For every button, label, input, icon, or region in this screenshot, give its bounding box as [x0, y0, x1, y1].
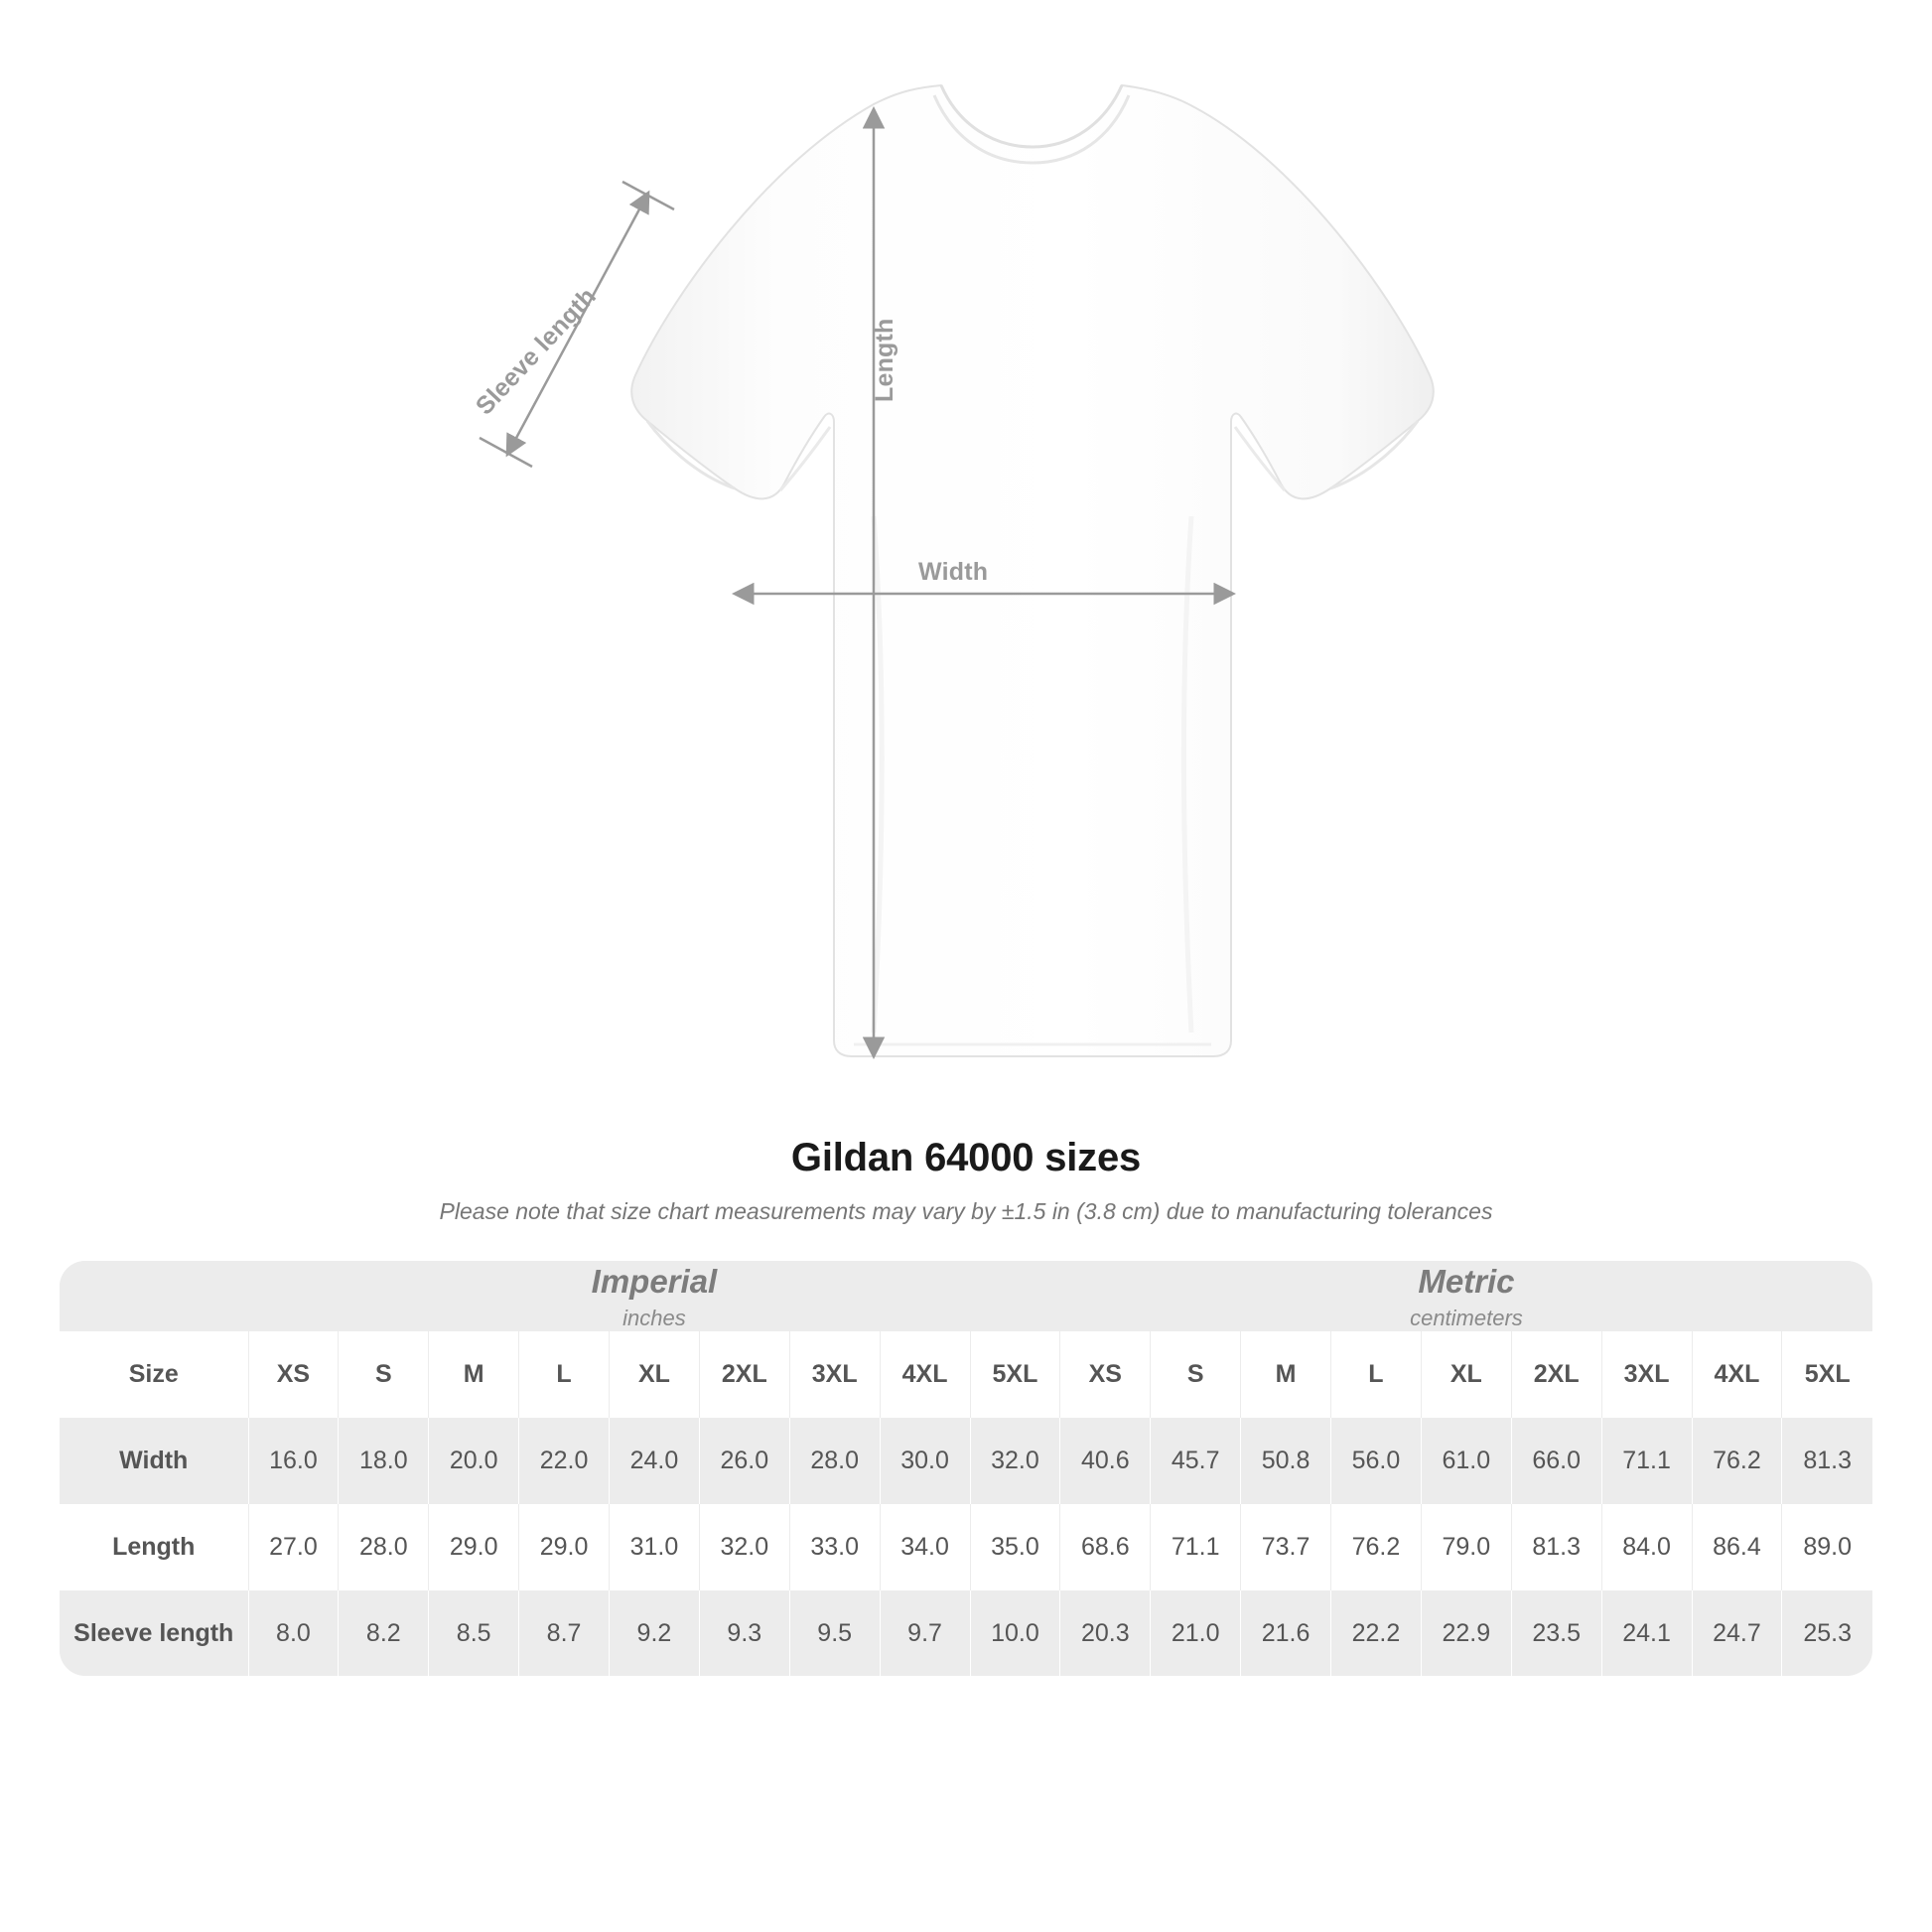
- sleeve-length-label: Sleeve length: [470, 282, 602, 421]
- cell-width-imperial-5xl: 32.0: [970, 1418, 1060, 1504]
- cell-length-metric-s: 71.1: [1151, 1504, 1241, 1590]
- cell-sleeve-imperial-m: 8.5: [429, 1590, 519, 1677]
- size-table: [60, 1261, 1872, 1676]
- cell-width-imperial-s: 18.0: [339, 1418, 429, 1504]
- cell-sleeve-imperial-4xl: 9.7: [880, 1590, 970, 1677]
- size-header-imperial-4xl: 4XL: [880, 1331, 970, 1418]
- cell-width-metric-s: 45.7: [1151, 1418, 1241, 1504]
- cell-width-metric-4xl: 76.2: [1692, 1418, 1782, 1504]
- size-header-row: [60, 1331, 1872, 1418]
- cell-length-imperial-l: 29.0: [519, 1504, 610, 1590]
- cell-length-imperial-xs: 27.0: [248, 1504, 339, 1590]
- cell-length-imperial-s: 28.0: [339, 1504, 429, 1590]
- size-header-metric-5xl: 5XL: [1782, 1331, 1872, 1418]
- size-header-metric-2xl: 2XL: [1511, 1331, 1601, 1418]
- cell-length-imperial-3xl: 33.0: [789, 1504, 880, 1590]
- cell-sleeve-imperial-2xl: 9.3: [699, 1590, 789, 1677]
- size-header-metric-4xl: 4XL: [1692, 1331, 1782, 1418]
- cell-length-metric-3xl: 84.0: [1601, 1504, 1692, 1590]
- size-table-container: [60, 1261, 1872, 1676]
- table-row: [60, 1590, 1872, 1677]
- size-header-metric-xl: XL: [1421, 1331, 1511, 1418]
- size-header-imperial-2xl: 2XL: [699, 1331, 789, 1418]
- cell-width-imperial-xl: 24.0: [610, 1418, 700, 1504]
- title-block: [0, 1136, 1932, 1225]
- size-header-imperial-xs: XS: [248, 1331, 339, 1418]
- cell-sleeve-imperial-xs: 8.0: [248, 1590, 339, 1677]
- size-header-label: Size: [60, 1331, 248, 1418]
- tshirt-shape: [631, 85, 1434, 1056]
- size-header-metric-s: S: [1151, 1331, 1241, 1418]
- cell-length-metric-xs: 68.6: [1060, 1504, 1151, 1590]
- cell-length-metric-4xl: 86.4: [1692, 1504, 1782, 1590]
- cell-sleeve-metric-l: 22.2: [1331, 1590, 1422, 1677]
- cell-width-imperial-3xl: 28.0: [789, 1418, 880, 1504]
- row-label-length: Length: [60, 1504, 248, 1590]
- cell-width-imperial-xs: 16.0: [248, 1418, 339, 1504]
- unit-group-imperial-sub: inches: [622, 1306, 686, 1331]
- table-row: [60, 1418, 1872, 1504]
- size-header-imperial-3xl: 3XL: [789, 1331, 880, 1418]
- cell-width-imperial-2xl: 26.0: [699, 1418, 789, 1504]
- size-header-metric-l: L: [1331, 1331, 1422, 1418]
- cell-sleeve-metric-xl: 22.9: [1421, 1590, 1511, 1677]
- width-label: Width: [918, 558, 989, 586]
- cell-length-imperial-5xl: 35.0: [970, 1504, 1060, 1590]
- cell-length-metric-5xl: 89.0: [1782, 1504, 1872, 1590]
- size-header-imperial-l: L: [519, 1331, 610, 1418]
- length-label: Length: [871, 318, 898, 402]
- cell-length-imperial-2xl: 32.0: [699, 1504, 789, 1590]
- cell-sleeve-metric-2xl: 23.5: [1511, 1590, 1601, 1677]
- cell-sleeve-imperial-3xl: 9.5: [789, 1590, 880, 1677]
- cell-length-metric-2xl: 81.3: [1511, 1504, 1601, 1590]
- cell-width-metric-2xl: 66.0: [1511, 1418, 1601, 1504]
- cell-length-metric-xl: 79.0: [1421, 1504, 1511, 1590]
- cell-sleeve-metric-4xl: 24.7: [1692, 1590, 1782, 1677]
- size-header-imperial-5xl: 5XL: [970, 1331, 1060, 1418]
- cell-width-metric-xs: 40.6: [1060, 1418, 1151, 1504]
- cell-width-imperial-4xl: 30.0: [880, 1418, 970, 1504]
- cell-sleeve-metric-m: 21.6: [1241, 1590, 1331, 1677]
- cell-width-metric-m: 50.8: [1241, 1418, 1331, 1504]
- cell-sleeve-imperial-xl: 9.2: [610, 1590, 700, 1677]
- size-header-imperial-m: M: [429, 1331, 519, 1418]
- row-label-sleeve-length: Sleeve length: [60, 1590, 248, 1677]
- cell-sleeve-metric-xs: 20.3: [1060, 1590, 1151, 1677]
- cell-length-imperial-m: 29.0: [429, 1504, 519, 1590]
- unit-group-row: [60, 1261, 1872, 1331]
- cell-width-metric-3xl: 71.1: [1601, 1418, 1692, 1504]
- unit-spacer-cell: [60, 1261, 248, 1331]
- row-label-width: Width: [60, 1418, 248, 1504]
- table-row: [60, 1504, 1872, 1590]
- cell-width-imperial-m: 20.0: [429, 1418, 519, 1504]
- cell-sleeve-imperial-5xl: 10.0: [970, 1590, 1060, 1677]
- cell-sleeve-metric-3xl: 24.1: [1601, 1590, 1692, 1677]
- size-header-imperial-xl: XL: [610, 1331, 700, 1418]
- unit-group-metric-name: Metric: [1418, 1263, 1515, 1300]
- unit-group-metric: [1060, 1261, 1872, 1331]
- cell-width-metric-xl: 61.0: [1421, 1418, 1511, 1504]
- cell-sleeve-metric-s: 21.0: [1151, 1590, 1241, 1677]
- cell-width-metric-l: 56.0: [1331, 1418, 1422, 1504]
- size-header-metric-m: M: [1241, 1331, 1331, 1418]
- cell-sleeve-imperial-s: 8.2: [339, 1590, 429, 1677]
- cell-sleeve-imperial-l: 8.7: [519, 1590, 610, 1677]
- unit-group-metric-sub: centimeters: [1410, 1306, 1523, 1331]
- cell-length-metric-l: 76.2: [1331, 1504, 1422, 1590]
- cell-length-imperial-4xl: 34.0: [880, 1504, 970, 1590]
- unit-group-imperial: [248, 1261, 1060, 1331]
- page-title: Gildan 64000 sizes: [790, 1136, 1142, 1179]
- cell-length-imperial-xl: 31.0: [610, 1504, 700, 1590]
- size-header-imperial-s: S: [339, 1331, 429, 1418]
- size-table-body: [60, 1261, 1872, 1676]
- cell-length-metric-m: 73.7: [1241, 1504, 1331, 1590]
- cell-width-imperial-l: 22.0: [519, 1418, 610, 1504]
- size-header-metric-3xl: 3XL: [1601, 1331, 1692, 1418]
- cell-width-metric-5xl: 81.3: [1782, 1418, 1872, 1504]
- unit-group-imperial-name: Imperial: [591, 1263, 718, 1300]
- cell-sleeve-metric-5xl: 25.3: [1782, 1590, 1872, 1677]
- tolerance-note: Please note that size chart measurements may vary by ±1.5 in (3.8 cm) due to manufacturing tolerances: [439, 1198, 1493, 1224]
- size-header-metric-xs: XS: [1060, 1331, 1151, 1418]
